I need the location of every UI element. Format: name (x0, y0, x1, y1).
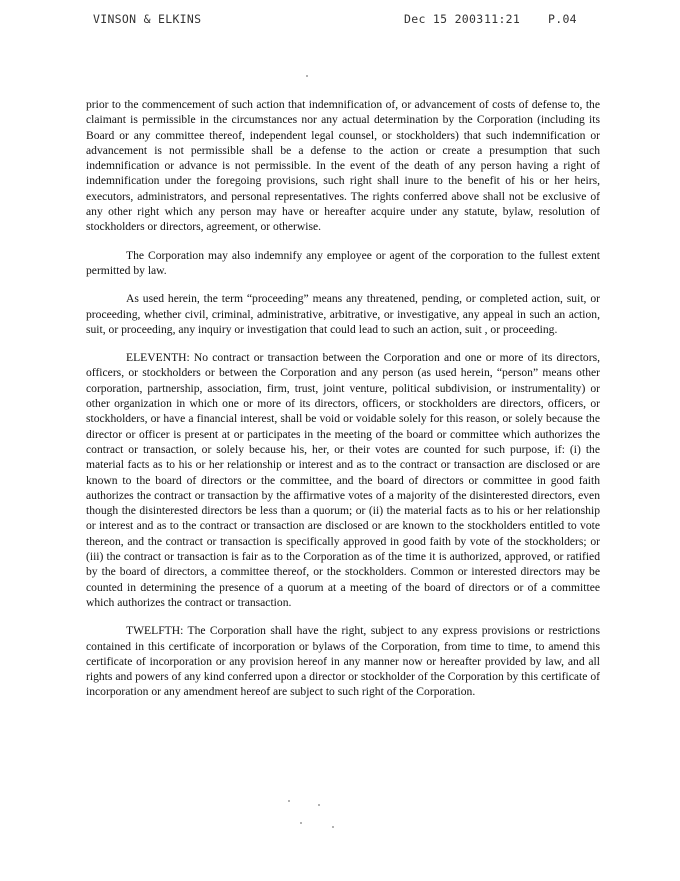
fax-header (0, 12, 680, 32)
fax-sender: VINSON & ELKINS (93, 12, 202, 26)
fax-time: 11:21 (484, 12, 521, 26)
scan-speck (306, 75, 308, 77)
paragraph-employee-indemnity: The Corporation may also indemnify any employee or agent of the corporation to the fullest extent permitted by law. (86, 248, 600, 277)
document-body (86, 97, 600, 713)
scan-speck (288, 800, 290, 802)
paragraph-indemnification-continued: prior to the commencement of such action that indemnification of, or advancement of costs of defense to, the claimant is permissible in the circumstances nor any actual determination by the Corporation (including its Board or any committee thereof, independent legal counsel, or stockholders) that such indemnification or advancement is not permissible shall be a defense to the action or create a presumption that such indemnification or advance is not permissible. In the event of the death of any person having a right of indemnification under the foregoing provisions, such right shall inure to the benefit of his or her heirs, executors, administrators, and personal representatives. The rights conferred above shall not be exclusive of any other right which any person may have or hereafter acquire under any statute, bylaw, resolution of stockholders or directors, agreement, or otherwise. (86, 98, 600, 234)
scan-speck (318, 804, 320, 806)
paragraph-article-eleventh: ELEVENTH: No contract or transaction between the Corporation and one or more of its directors, officers, or stockholders or between the Corporation and any person (as used herein, “person” means other corporation, partnership, association, firm, trust, joint venture, political subdivision, or instrumentality) or other organization in which one or more of its directors, officers, or stockholders are directors, officers, or stockholders, or have a financial interest, shall be void or voidable solely for this reason, or solely because the director or officer is present at or participates in the meeting of the board or committee which authorizes the contract or transaction, or solely because his, her, or their votes are counted for such purpose, if: (i) the material facts as to his or her relationship or interest and as to the contract or transaction are disclosed or are known to the board of directors or the committee, and the board of directors or committee in good faith authorizes the contract or transaction by the affirmative votes of a majority of the disinterested directors, even though the disinterested directors be less than a quorum; or (ii) the material facts as to his or her relationship or interest and as to the contract or transaction are disclosed or are known to the stockholders entitled to vote thereon, and the contract or transaction is specifically approved in good faith by vote of the stockholders; or (iii) the contract or transaction is fair as to the Corporation as of the time it is authorized, approved, or ratified by the board of directors, a committee thereof, or the stockholders. Common or interested directors may be counted in determining the presence of a quorum at a meeting of the board of directors or of a committee which authorizes the contract or transaction. (86, 351, 600, 609)
scan-speck (300, 822, 302, 824)
paragraph-article-twelfth: TWELFTH: The Corporation shall have the right, subject to any express provisions or restrictions contained in this certificate of incorporation or bylaws of the Corporation, from time to time, to amend this certificate of incorporation or any provision hereof in any manner now or hereafter provided by law, and all rights and powers of any kind conferred upon a director or stockholder of the Corporation by this certificate of incorporation or any amendment hereof are subject to such right of the Corporation. (86, 624, 600, 699)
scan-speck (332, 826, 334, 828)
paragraph-proceeding-definition: As used herein, the term “proceeding” means any threatened, pending, or completed action, suit, or proceeding, whether civil, criminal, administrative, arbitrative, or investigative, any appeal in such an action, suit, or proceeding, any inquiry or investigation that could lead to such an action, suit , or proceeding. (86, 292, 600, 336)
fax-page-number: P.04 (548, 12, 577, 26)
fax-date: Dec 15 2003 (404, 12, 484, 26)
